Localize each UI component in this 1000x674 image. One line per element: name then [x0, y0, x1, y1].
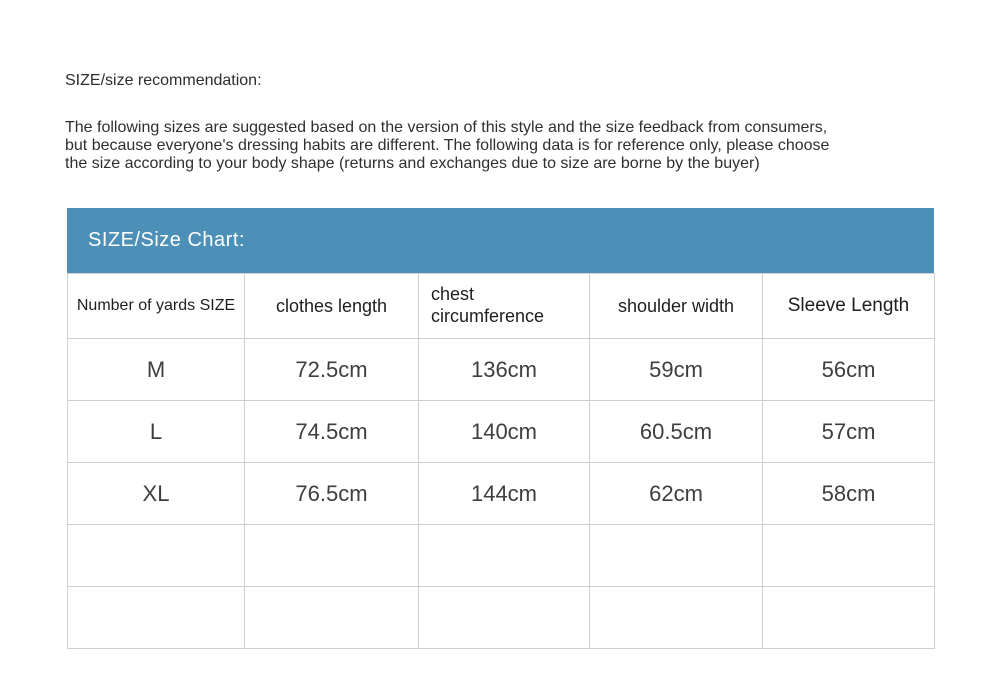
- chest-circumference-value: 144cm: [419, 463, 590, 525]
- column-header-clothes-length: clothes length: [245, 274, 419, 339]
- size-description: [65, 119, 945, 173]
- size-value: L: [68, 401, 245, 463]
- chest-circumference-value: 140cm: [419, 401, 590, 463]
- size-chart-table: [67, 273, 935, 649]
- empty-row: [68, 587, 935, 649]
- empty-cell: [68, 525, 245, 587]
- clothes-length-value: 76.5cm: [245, 463, 419, 525]
- shoulder-width-value: 60.5cm: [590, 401, 763, 463]
- empty-cell: [590, 587, 763, 649]
- empty-cell: [763, 587, 935, 649]
- section-heading: SIZE/size recommendation:: [65, 72, 262, 89]
- sleeve-length-value: 57cm: [763, 401, 935, 463]
- size-row-xl: [68, 463, 935, 525]
- size-row-m: [68, 339, 935, 401]
- size-chart-banner: [67, 208, 934, 273]
- chest-circumference-value: 136cm: [419, 339, 590, 401]
- empty-cell: [419, 525, 590, 587]
- empty-cell: [419, 587, 590, 649]
- size-value: XL: [68, 463, 245, 525]
- table-header-row: [68, 274, 935, 339]
- size-value: M: [68, 339, 245, 401]
- clothes-length-value: 72.5cm: [245, 339, 419, 401]
- column-header-size: Number of yards SIZE: [68, 274, 245, 339]
- column-header-sleeve-length: Sleeve Length: [763, 274, 935, 339]
- empty-cell: [763, 525, 935, 587]
- shoulder-width-value: 62cm: [590, 463, 763, 525]
- column-header-shoulder-width: shoulder width: [590, 274, 763, 339]
- empty-cell: [245, 587, 419, 649]
- size-description-line: the size according to your body shape (returns and exchanges due to size are borne by the buyer): [65, 155, 760, 172]
- empty-row: [68, 525, 935, 587]
- column-header-chest-circumference: chest circumference: [419, 274, 590, 339]
- size-description-line: but because everyone's dressing habits are different. The following data is for reference only, please choose: [65, 137, 830, 154]
- empty-cell: [245, 525, 419, 587]
- size-chart-banner-label: SIZE/Size Chart:: [88, 229, 245, 251]
- clothes-length-value: 74.5cm: [245, 401, 419, 463]
- shoulder-width-value: 59cm: [590, 339, 763, 401]
- size-description-line: The following sizes are suggested based on the version of this style and the size feedback from consumers,: [65, 119, 828, 136]
- size-row-l: [68, 401, 935, 463]
- sleeve-length-value: 58cm: [763, 463, 935, 525]
- empty-cell: [68, 587, 245, 649]
- empty-cell: [590, 525, 763, 587]
- sleeve-length-value: 56cm: [763, 339, 935, 401]
